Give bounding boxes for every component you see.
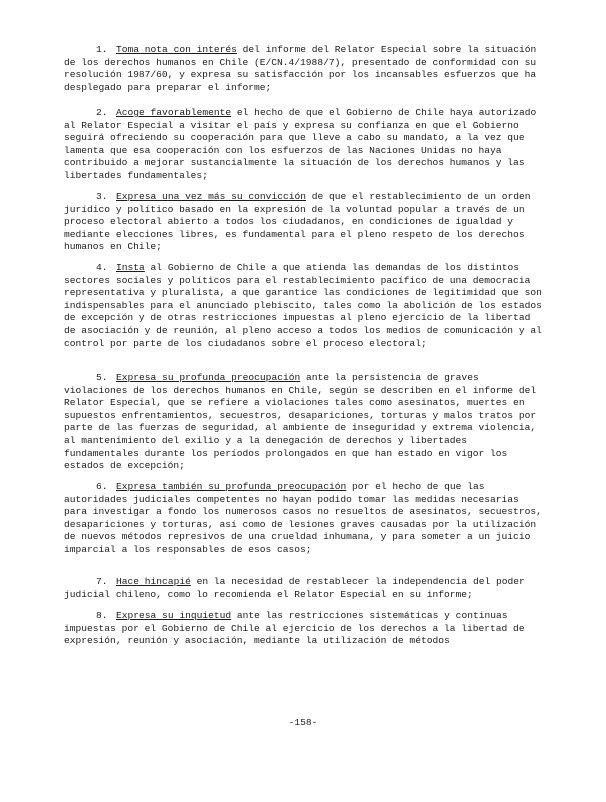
paragraph-number: 6. xyxy=(96,481,108,492)
paragraph-lead: Expresa su profunda preocupación xyxy=(116,372,301,383)
paragraph-text: ante las restricciones sistemáticas y continuas impuestas por el Gobierno de Chile al ejercicio de los derechos a la libertad de expresión, reunión y asociación, mediante la utilización de métodos xyxy=(64,610,525,647)
paragraph-lead: Expresa también su profunda preocupación xyxy=(116,481,347,492)
page-number: -158- xyxy=(288,717,318,728)
paragraph-lead: Toma nota con interés xyxy=(116,44,237,55)
paragraph-text: al Gobierno de Chile a que atienda las demandas de los distintos sectores sociales y políticos para el restablecimiento pacífico de una democracia representativa y pluralista, a que garantice las condiciones de legitimidad que son indispensables para el anunciado plebiscito, tales como la abolición de los estados de excepción y de otras restricciones impuestas al pleno ejercicio de la libertad de asociación y de reunión, al pleno acceso a todos los medios de comunicación y al control por parte de los ciudadanos sobre el proceso electoral; xyxy=(64,262,542,349)
paragraph-5 xyxy=(64,372,546,473)
paragraph-4 xyxy=(64,262,546,350)
paragraph-3 xyxy=(64,191,546,254)
paragraph-1 xyxy=(64,44,546,94)
paragraph-number: 5. xyxy=(96,372,108,383)
paragraph-lead: Expresa una vez más su convicción xyxy=(116,191,306,202)
paragraph-number: 1. xyxy=(96,44,108,55)
paragraph-8 xyxy=(64,610,546,648)
paragraph-number: 4. xyxy=(96,262,108,273)
paragraph-text: del informe del Relator Especial sobre la situación de los derechos humanos en Chile (E/CN.4/1988/7), presentado de conformidad con su resolución 1987/60, y expresa su satisfacción por los incansables esfuerzos que ha desplegado para preparar el informe; xyxy=(64,44,537,93)
paragraph-number: 2. xyxy=(96,107,108,118)
paragraph-number: 8. xyxy=(96,610,108,621)
paragraph-6 xyxy=(64,481,546,557)
paragraph-text: por el hecho de que las autoridades judiciales competentes no hayan podido tomar las medidas necesarias para investigar a fondo los numerosos casos no resueltos de asesinatos, secuestros, desapariciones y torturas, así como de lesiones graves causadas por la utilización de nuevos métodos represivos de una crueldad inhumana, y para someter a un juicio imparcial a los responsables de esos casos; xyxy=(64,481,542,555)
paragraph-text: de que el restablecimiento de un orden jurídico y político basado en la expresión de la voluntad popular a través de un proceso electoral abierto a todos los ciudadanos, en condiciones de igualdad y mediante elecciones libres, es fundamental para el pleno respeto de los derechos humanos en Chile; xyxy=(64,191,531,253)
paragraph-text: el hecho de que el Gobierno de Chile haya autorizado al Relator Especial a visitar el país y expresa su confianza en que el Gobierno seguirá ofreciendo su cooperación para que lleve a cabo su mandato, a la vez que lamenta que esa cooperación con los esfuerzos de las Naciones Unidas no haya contribuido a mejorar sustancialmente la situación de los derechos humanos y las libertades fundamentales; xyxy=(64,107,537,181)
paragraph-2 xyxy=(64,107,546,183)
paragraph-text: en la necesidad de restablecer la independencia del poder judicial chileno, como lo recomienda el Relator Especial en su informe; xyxy=(64,576,525,600)
paragraph-lead: Insta xyxy=(116,262,145,273)
paragraph-text: ante la persistencia de graves violaciones de los derechos humanos en Chile, según se describen en el informe del Relator Especial, que se refiere a violaciones tales como asesinatos, muertes en supuestos enfrentamientos, secuestros, desapariciones, torturas y malos tratos por parte de las fuerzas de seguridad, al ambiente de inseguridad y extrema violencia, al mantenimiento del exilio y a la denegación de derechos y libertades fundamentales durante los períodos prolongados en que han estado en vigor los estados de excepción; xyxy=(64,372,537,472)
paragraph-lead: Hace hincapié xyxy=(116,576,191,587)
paragraph-lead: Expresa su inquietud xyxy=(116,610,232,621)
paragraph-number: 3. xyxy=(96,191,108,202)
paragraph-7 xyxy=(64,576,546,601)
paragraph-lead: Acoge favorablemente xyxy=(116,107,232,118)
paragraph-number: 7. xyxy=(96,576,108,587)
